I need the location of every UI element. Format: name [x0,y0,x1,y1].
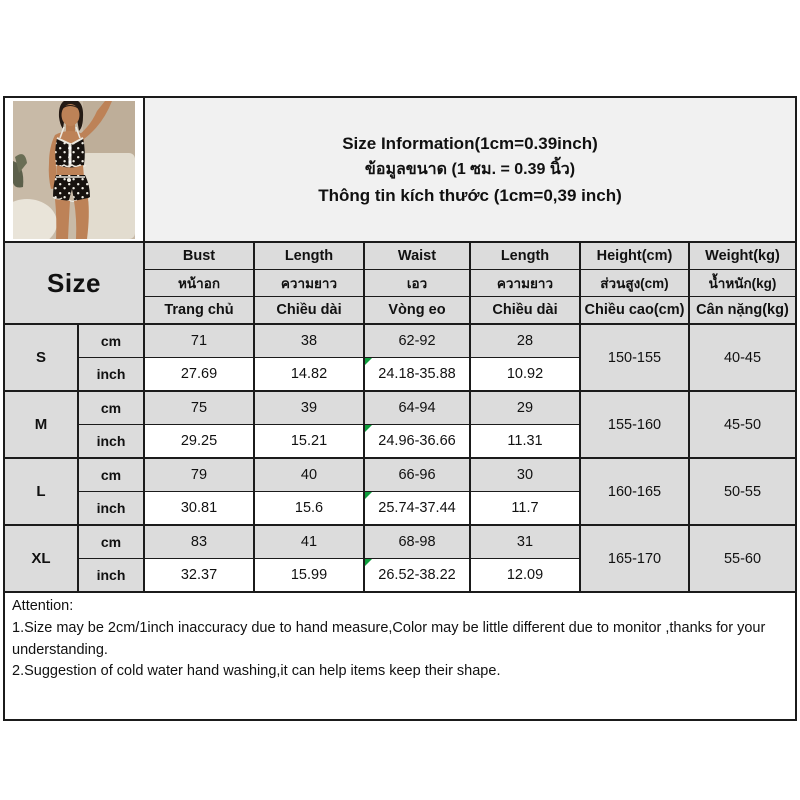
height-range-value: 150-155 [580,324,689,391]
weight-range-value: 55-60 [689,525,796,592]
product-photo-cell [4,97,144,242]
length2-cm-value: 28 [470,324,580,358]
height-range-value: 165-170 [580,525,689,592]
length2-cm-value: 31 [470,525,580,559]
length2-inch-value: 12.09 [470,559,580,593]
bust-inch-value: 27.69 [144,358,254,392]
excel-corner-marker [365,425,372,432]
unit-cm-cell: cm [78,525,144,559]
weight-range-value: 50-55 [689,458,796,525]
unit-cm-cell: cm [78,324,144,358]
unit-inch-cell: inch [78,559,144,593]
length2-inch-value: 11.7 [470,492,580,526]
col-header-height-en: Height(cm) [580,242,689,270]
bust-inch-value: 32.37 [144,559,254,593]
title-line-th: ข้อมูลขนาด (1 ซม. = 0.39 นิ้ว) [364,160,576,178]
bust-inch-value: 29.25 [144,425,254,459]
waist-cm-value: 64-94 [364,391,470,425]
unit-cm-cell: cm [78,391,144,425]
excel-corner-marker [365,358,372,365]
length2-cm-value: 29 [470,391,580,425]
col-header-bust-vi: Trang chủ [144,297,254,325]
length-cm-value: 39 [254,391,364,425]
col-header-length2-vi: Chiều dài [470,297,580,325]
excel-corner-marker [365,559,372,566]
product-photo-image [13,101,135,239]
col-header-weight-vi: Cân nặng(kg) [689,297,796,325]
attention-note-2: 2.Suggestion of cold water hand washing,it can help items keep their shape. [12,663,501,680]
col-header-height-vi: Chiều cao(cm) [580,297,689,325]
attention-heading: Attention: [12,598,74,614]
col-header-waist-vi: Vòng eo [364,297,470,325]
length-inch-value: 14.82 [254,358,364,392]
attention-cell [4,592,796,720]
col-header-length-en: Length [254,242,364,270]
waist-inch-value: 26.52-38.22 [364,559,470,593]
col-header-length2-th: ความยาว [470,270,580,297]
col-header-length2-en: Length [470,242,580,270]
length-cm-value: 38 [254,324,364,358]
bust-cm-value: 83 [144,525,254,559]
size-row-s-cm [4,324,796,358]
bust-cm-value: 79 [144,458,254,492]
product-photo [13,101,135,239]
col-header-weight-th: น้ำหนัก(kg) [689,270,796,297]
header-row-en [4,242,796,270]
length-inch-value: 15.21 [254,425,364,459]
col-header-weight-en: Weight(kg) [689,242,796,270]
size-table [3,96,797,721]
size-name-cell: S [4,324,78,391]
size-name-cell: M [4,391,78,458]
waist-inch-value: 25.74-37.44 [364,492,470,526]
title-line-vi: Thông tin kích thước (1cm=0,39 inch) [318,186,622,206]
length-inch-value: 15.99 [254,559,364,593]
col-header-length-vi: Chiều dài [254,297,364,325]
length-inch-value: 15.6 [254,492,364,526]
waist-inch-value: 24.96-36.66 [364,425,470,459]
height-range-value: 155-160 [580,391,689,458]
waist-inch-value: 24.18-35.88 [364,358,470,392]
length2-inch-value: 10.92 [470,358,580,392]
bust-cm-value: 75 [144,391,254,425]
unit-inch-cell: inch [78,425,144,459]
size-row-xl-cm [4,525,796,559]
unit-inch-cell: inch [78,492,144,526]
size-row-l-cm [4,458,796,492]
title-cell [144,97,796,242]
length2-cm-value: 30 [470,458,580,492]
size-row-m-cm [4,391,796,425]
size-name-cell: L [4,458,78,525]
length2-inch-value: 11.31 [470,425,580,459]
length-cm-value: 40 [254,458,364,492]
weight-range-value: 40-45 [689,324,796,391]
col-header-length-th: ความยาว [254,270,364,297]
height-range-value: 160-165 [580,458,689,525]
waist-cm-value: 62-92 [364,324,470,358]
col-header-waist-en: Waist [364,242,470,270]
title-line-en: Size Information(1cm=0.39inch) [342,133,598,153]
col-header-bust-th: หน้าอก [144,270,254,297]
col-header-waist-th: เอว [364,270,470,297]
length-cm-value: 41 [254,525,364,559]
unit-cm-cell: cm [78,458,144,492]
photo-title-row [4,97,796,242]
col-header-bust-en: Bust [144,242,254,270]
attention-row [4,592,796,720]
unit-inch-cell: inch [78,358,144,392]
col-header-height-th: ส่วนสูง(cm) [580,270,689,297]
size-name-cell: XL [4,525,78,592]
waist-cm-value: 68-98 [364,525,470,559]
waist-cm-value: 66-96 [364,458,470,492]
bust-inch-value: 30.81 [144,492,254,526]
weight-range-value: 45-50 [689,391,796,458]
bust-cm-value: 71 [144,324,254,358]
size-corner-label: Size [4,242,144,324]
excel-corner-marker [365,492,372,499]
attention-note-1: 1.Size may be 2cm/1inch inaccuracy due to hand measure,Color may be little different due to monitor ,thanks for your understanding. [12,619,766,658]
